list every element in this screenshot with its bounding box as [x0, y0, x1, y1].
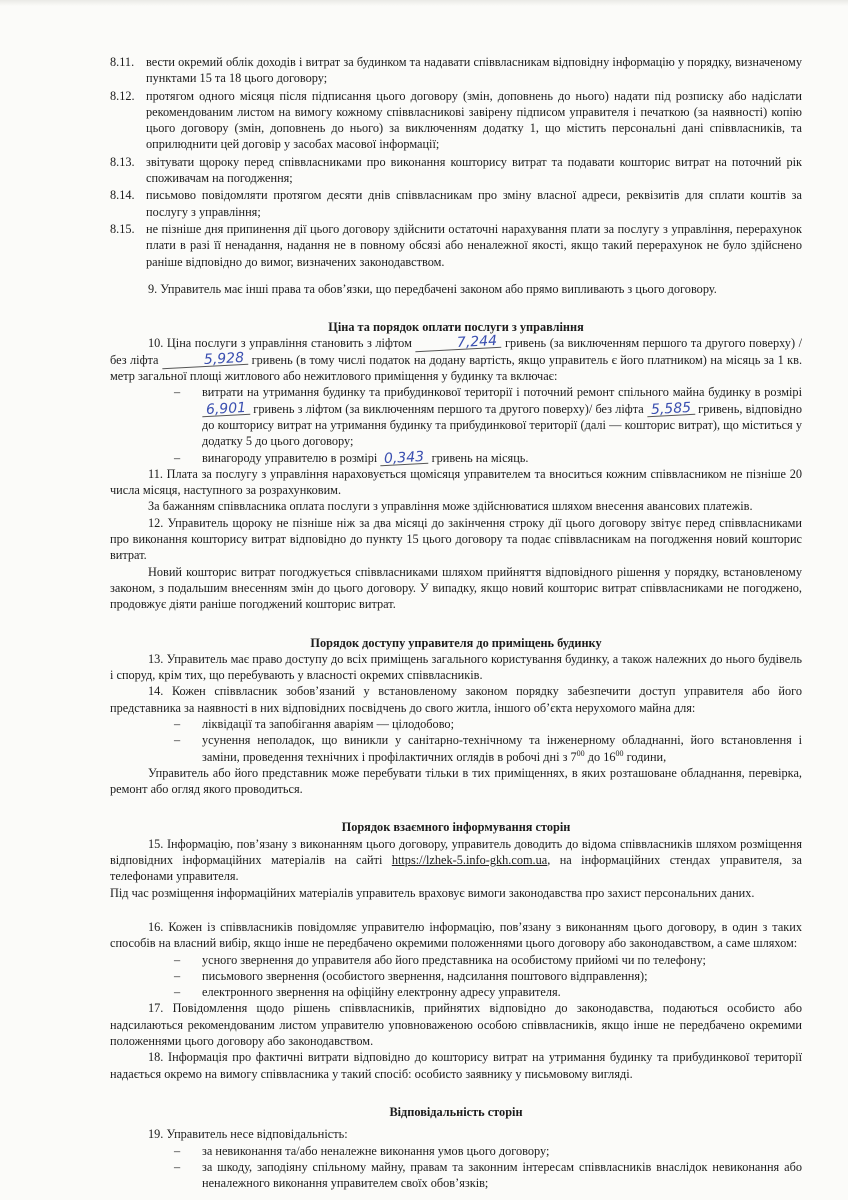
- dash-text: [202, 450, 802, 466]
- clause-8-12: [110, 88, 802, 153]
- clause-16: 16. Кожен із співвласників повідомляє управителю інформацію, пов’язану з виконанням цього договору, в один з таких способів на власний вибір, якщо інше не передбачено окремими положеннями цього договору або законодавством, а саме шляхом:: [110, 919, 802, 951]
- clause-10-text-a: 10. Ціна послуги з управління становить з ліфтом: [148, 336, 412, 351]
- section-heading-info: Порядок взаємного інформування сторін: [341, 820, 571, 835]
- website-link[interactable]: https://lzhek-5.info-gkh.com.ua: [391, 853, 548, 868]
- handwritten-cost-lift: 6,901: [202, 401, 251, 416]
- clause-17: 17. Повідомлення щодо рішень співвласників, прийнятих відповідно до законодавства, подаються особисто або надсилаються рекомендованим листом управителю уповноваженою особою співвласників, якщо інше не передбачено окремими положеннями цього договору або законодавством.: [110, 1001, 802, 1049]
- dash-bullet: –: [174, 1159, 181, 1174]
- dash-bullet: –: [174, 450, 181, 465]
- clause-11-note: За бажанням співвласника оплата послуги з управління може здійснюватися шляхом внесення авансових платежів.: [148, 499, 753, 514]
- section-heading-responsibility: Відповідальність сторін: [389, 1104, 523, 1119]
- dash-text-b: гривень на місяць.: [431, 450, 529, 465]
- clause-18: 18. Інформація про фактичні витрати відповідно до кошторису витрат на утримання будинку та прибудинкової території надається окремо на вимогу співвласника у такий спосіб: особисто заявнику у письмовому вигляді.: [110, 1050, 802, 1081]
- clause-9: 9. Управитель має інші права та обов’язки, що передбачені законом або прямо випливають з цього договору.: [148, 281, 717, 296]
- clause-text: протягом одного місяця після підписання цього договору (змін, доповнень до нього) надати під розписку або надіслати рекомендованим листом на вимогу кожному співвласникові завірену підписом управителя і печаткою (за наявності) копію цього договору (змін, доповнень до нього) за виключенням додатку 1, що містить персональні дані співвласників, та оприлюднити цей договір у засобах масової інформації;: [146, 88, 802, 152]
- section-heading-access: Порядок доступу управителя до приміщень будинку: [310, 635, 602, 650]
- clause-8-list: [110, 54, 802, 270]
- resp-dash-1: [110, 1143, 802, 1159]
- clause-11: 11. Плата за послугу з управління нараховується щомісяця управителем та вноситься кожним співвласником не пізніше 20 числа місяця, наступного за розрахунковим.: [110, 466, 802, 498]
- clause-number: 8.11.: [110, 55, 135, 69]
- dash-text-b: до 16: [584, 749, 616, 764]
- clause-text: вести окремий облік доходів і витрат за будинком та надавати співвласникам відповідну інформацію у порядку, визначеному пунктами 15 та 18 цього договору;: [146, 55, 802, 86]
- dash-text: за шкоду, заподіяну спільному майну, правам та законним інтересам співвласників внаслідок невиконання або неналежного виконання управителем своїх обов’язків;: [202, 1159, 802, 1191]
- handwritten-price-nolift: 5,928: [162, 352, 249, 369]
- info-dash-1: [110, 952, 802, 968]
- handwritten-price-lift: 7,244: [415, 335, 502, 352]
- info-dash-3: [110, 984, 802, 1000]
- clause-8-14: [110, 187, 802, 220]
- dash-text: ліквідації та запобігання аваріям — цілодобово;: [202, 716, 454, 731]
- dash-text-b: гривень з ліфтом (за виключенням першого та другого поверху)/ без ліфта: [253, 401, 644, 416]
- clause-text: звітувати щороку перед співвласниками про виконання кошторису витрат та подавати кошторис витрат на поточний рік споживачам на погодження;: [146, 154, 802, 186]
- dash-text-a: винагороду управителю в розмірі: [202, 450, 378, 465]
- clause-8-13: [110, 154, 802, 187]
- dash-text: письмового звернення (особистого звернення, надсилання поштового відправлення);: [202, 968, 648, 983]
- clause-12: 12. Управитель щороку не пізніше ніж за два місяці до закінчення строку дії цього договору звітує перед співвласниками про виконання кошторису витрат відповідно до пункту 15 цього договору та подає співвласникам на погодження новий кошторис витрат.: [110, 515, 802, 563]
- dash-text: [202, 384, 802, 449]
- dash-bullet: –: [174, 968, 181, 983]
- dash-text-a: усунення неполадок, що виникли у санітарно-технічному та інженерному обладнанні, його встановлення і заміни, проведення технічних і профілактичних оглядів в робочі дні з 7: [202, 733, 802, 764]
- clause-15: [110, 836, 802, 885]
- clause-10-text-b: гривень (за виключенням першого та другого поверху) / без ліфта: [110, 336, 802, 367]
- handwritten-fee: 0,343: [380, 450, 429, 465]
- dash-text: [202, 732, 802, 765]
- clause-text: письмово повідомляти протягом десяти днів співвласникам про зміну власної адреси, реквізитів для сплати коштів за послугу з управління;: [146, 188, 802, 219]
- handwritten-cost-nolift: 5,585: [647, 401, 696, 416]
- clause-14-note: Управитель або його представник може перебувати тільки в тих приміщеннях, в яких розташоване обладнання, перевірка, ремонт або огляд якого проводиться.: [110, 765, 802, 797]
- clause-15-text-b: , на інформаційних стендах управителя, за телефонами управителя.: [110, 853, 802, 884]
- dash-bullet: –: [174, 952, 181, 967]
- dash-text: за невиконання та/або неналежне виконання умов цього договору;: [202, 1143, 550, 1158]
- dash-text: електронного звернення на офіційну електронну адресу управителя.: [202, 985, 561, 1000]
- dash-text-c: гривень, відповідно до кошторису витрат на утримання будинку та прибудинкової території (далі — кошторис витрат), що міститься у додатку 5 до цього договору;: [202, 401, 802, 449]
- clause-number: 8.12.: [110, 88, 135, 103]
- clause-8-11: [110, 54, 802, 87]
- clause-number: 8.15.: [110, 221, 135, 236]
- hour-superscript: 00: [576, 748, 585, 758]
- clause-number: 8.13.: [110, 154, 135, 169]
- dash-text-c: години,: [623, 749, 667, 764]
- clause-14: 14. Кожен співвласник зобов’язаний у встановленому законом порядку забезпечити доступ управителя або його представника за наявності в них відповідних посвідчень до свого житла, іншого об’єкта нерухомого майна для:: [110, 684, 802, 715]
- dash-text: усного звернення до управителя або його представника на особистому прийомі чи по телефону;: [202, 952, 706, 967]
- dash-bullet: –: [174, 733, 181, 748]
- access-dash-2: [110, 732, 802, 765]
- dash-bullet: –: [174, 985, 181, 1000]
- dash-text-a: витрати на утримання будинку та прибудинкової території і поточний ремонт спільного майна будинку в розмірі: [202, 385, 802, 400]
- clause-8-15: [110, 221, 802, 270]
- clause-number: 8.14.: [110, 188, 135, 203]
- dash-bullet: –: [174, 716, 181, 731]
- clause-10-text-c: гривень (в тому числі податок на додану вартість, якщо управитель є його платником) на місяць за 1 кв. метр загальної площі житлового або нежитлового приміщення у будинку та включає:: [110, 352, 803, 384]
- access-dash-1: [110, 716, 802, 732]
- clause-12-note: Новий кошторис витрат погоджується співвласниками шляхом прийняття відповідного рішення у порядку, встановленому законом, з подальшим внесенням змін до цього договору. У випадку, якщо новий кошторис витрат співвласниками не погоджено, продовжує діяти раніше погоджений кошторис витрат.: [110, 564, 802, 612]
- price-dash-2: [110, 450, 802, 466]
- hour-superscript: 00: [615, 748, 624, 758]
- clause-15-text-a: 15. Інформацію, пов’язану з виконанням цього договору, управитель доводить до відома співвласників шляхом розміщення відповідних інформаційних матеріалів на сайті: [110, 836, 802, 868]
- dash-bullet: –: [174, 1143, 181, 1158]
- price-dash-1: [110, 384, 802, 449]
- info-dash-2: [110, 968, 802, 984]
- clause-text: не пізніше дня припинення дії цього договору здійснити остаточні нарахування плати за послугу з управління, перерахунок плати в разі її ненадання, надання не в повному обсязі або неналежної якості, якщо такий перерахунок не було здійснено раніше відповідно до вимог, визначених законодавством.: [146, 221, 802, 269]
- dash-bullet: –: [174, 385, 181, 400]
- section-heading-price: Ціна та порядок оплати послуги з управління: [328, 320, 584, 335]
- clause-10: [110, 335, 802, 384]
- clause-13: 13. Управитель має право доступу до всіх приміщень загального користування будинку, а також належних до нього будівель і споруд, крім тих, що перебувають у власності окремих співвласників.: [110, 651, 802, 683]
- clause-19: 19. Управитель несе відповідальність:: [148, 1127, 348, 1142]
- clause-15-note: Під час розміщення інформаційних матеріалів управитель враховує вимоги законодавства про захист персональних даних.: [110, 885, 755, 900]
- resp-dash-2: [110, 1159, 802, 1192]
